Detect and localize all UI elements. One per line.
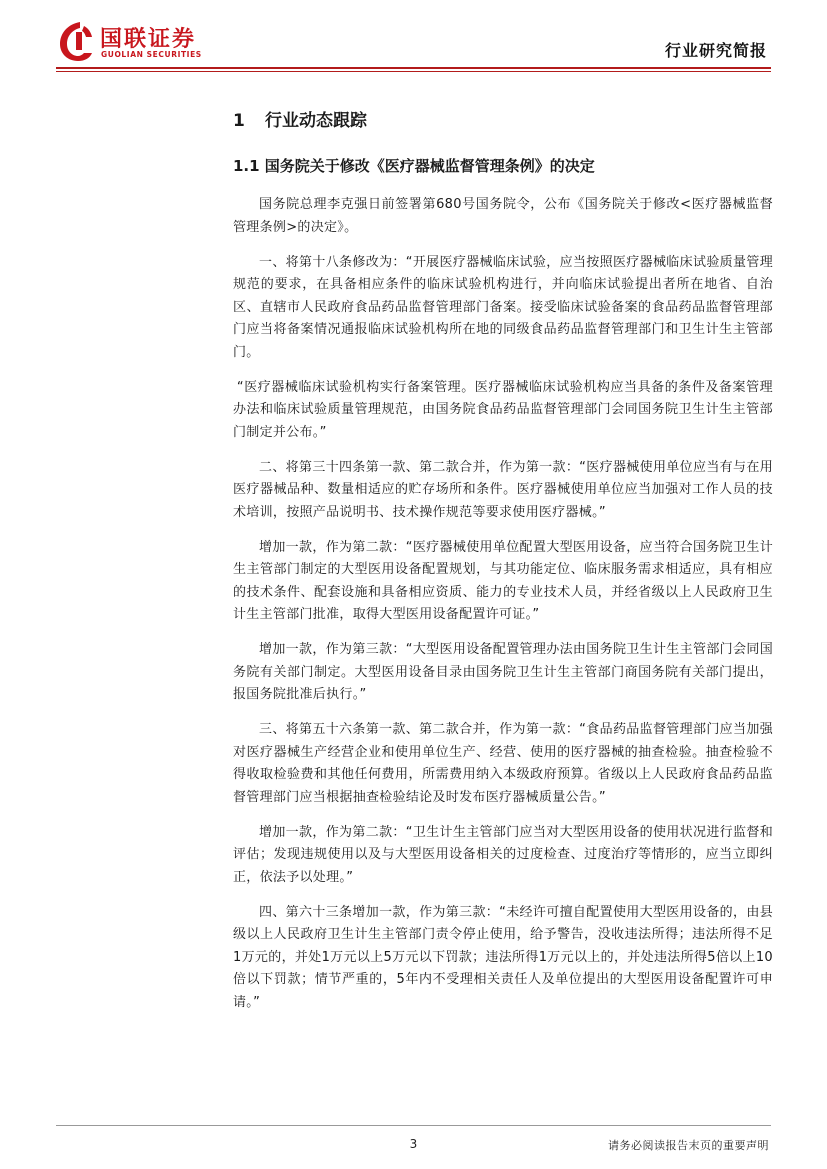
disclaimer-text: 请务必阅读报告末页的重要声明 — [608, 1139, 769, 1152]
header-divider-thin — [56, 71, 771, 72]
paragraph: 国务院总理李克强日前签署第680号国务院令，公布《国务院关于修改<医疗器械监督管理条例>的决定》。 — [233, 197, 773, 235]
guolian-logo — [58, 20, 218, 64]
paragraph: 二、将第三十四条第一款、第二款合并，作为第一款：“医疗器械使用单位应当有与在用医疗器械品种、数量相适应的贮存场所和条件。医疗器械使用单位应当加强对工作人员的技术培训，按照产品说明书、技术操作规范等要求使用医疗器械。” — [233, 459, 773, 520]
section-heading — [233, 108, 773, 134]
paragraph: 一、将第十八条修改为：“开展医疗器械临床试验，应当按照医疗器械临床试验质量管理规范的要求，在具备相应条件的临床试验机构进行，并向临床试验提出者所在地省、自治区、直辖市人民政府食品药品监督管理部门备案。接受临床试验备案的食品药品监督管理部门应当将备案情况通报临床试验机构所在地的同级食品药品监督管理部门和卫生计生主管部门。 — [233, 254, 773, 360]
section-number: 1 — [233, 111, 245, 131]
subsection-heading: 1.1 国务院关于修改《医疗器械监督管理条例》的决定 — [233, 157, 595, 175]
page-number: 3 — [409, 1137, 418, 1151]
paragraph: “医疗器械临床试验机构实行备案管理。医疗器械临床试验机构应当具备的条件及备案管理办法和临床试验质量管理规范，由国务院食品药品监督管理部门会同国务院卫生计生主管部门制定并公布。” — [233, 379, 773, 440]
document-body — [233, 108, 773, 1027]
paragraph: 增加一款，作为第二款：“医疗器械使用单位配置大型医用设备，应当符合国务院卫生计生主管部门制定的大型医用设备配置规划，与其功能定位、临床服务需求相适应，具有相应的技术条件、配套设施和具备相应资质、能力的专业技术人员，并经省级以上人民政府卫生计生主管部门批准，取得大型医用设备配置许可证。” — [233, 539, 773, 622]
brand-name-cn: 国联证券 — [100, 27, 197, 52]
paragraph: 增加一款，作为第三款：“大型医用设备配置管理办法由国务院卫生计生主管部门会同国务院有关部门制定。大型医用设备目录由国务院卫生计生主管部门商国务院有关部门提出，报国务院批准后执行。” — [233, 642, 773, 702]
footer-divider — [56, 1125, 771, 1126]
paragraph: 四、第六十三条增加一款，作为第三款：“未经许可擅自配置使用大型医用设备的，由县级以上人民政府卫生计生主管部门责令停止使用，给予警告，没收违法所得；违法所得不足1万元的，并处1万元以上5万元以下罚款；违法所得1万元以上的，并处违法所得5倍以上10倍以下罚款；情节严重的，5年内不受理相关责任人及单位提出的大型医用设备配置许可申请。” — [233, 904, 773, 1010]
report-type-label: 行业研究简报 — [664, 41, 767, 60]
header-divider — [56, 67, 771, 69]
paragraph: 增加一款，作为第二款：“卫生计生主管部门应当对大型医用设备的使用状况进行监督和评估；发现违规使用以及与大型医用设备相关的过度检查、过度治疗等情形的，应当立即纠正，依法予以处理。” — [233, 824, 773, 885]
brand-name-en: GUOLIAN SECURITIES — [101, 50, 202, 59]
page-header — [0, 0, 827, 80]
paragraph: 三、将第五十六条第一款、第二款合并，作为第一款：“食品药品监督管理部门应当加强对医疗器械生产经营企业和使用单位生产、经营、使用的医疗器械的抽查检验。抽查检验不得收取检验费和其他任何费用，所需费用纳入本级政府预算。省级以上人民政府食品药品监督管理部门应当根据抽查检验结论及时发布医疗器械质量公告。” — [233, 722, 773, 805]
section-title: 行业动态跟踪 — [265, 111, 367, 131]
guolian-logo-mark-icon — [58, 20, 94, 62]
